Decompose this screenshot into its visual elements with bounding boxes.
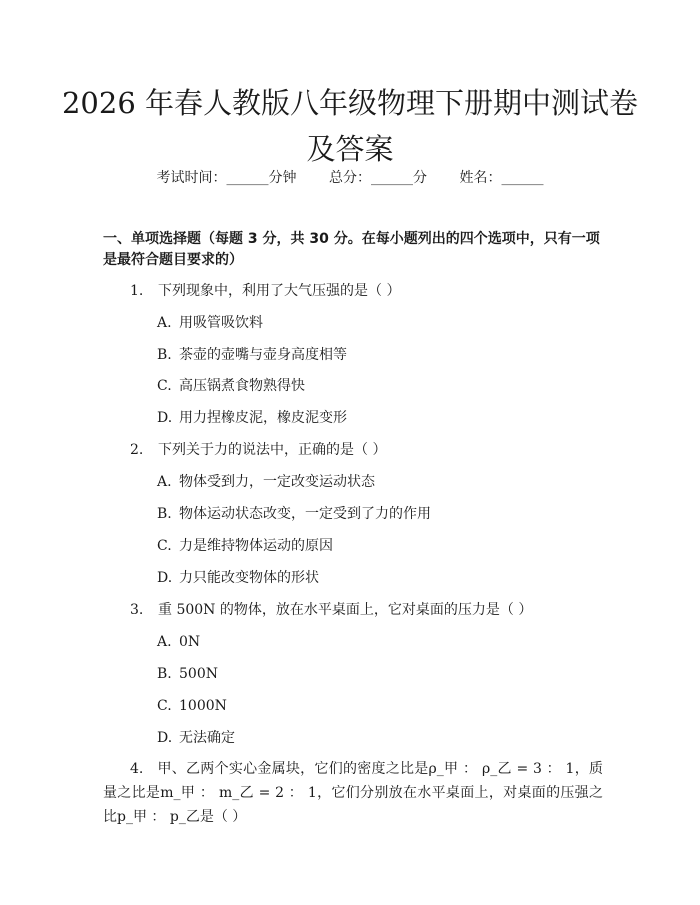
option-letter: C. (157, 538, 172, 554)
question-3 (130, 600, 610, 620)
question-number: 4. (130, 761, 144, 777)
question-1 (130, 281, 610, 301)
option-letter: B. (157, 347, 172, 363)
q2-option-d (157, 568, 319, 588)
question-number: 2. (130, 442, 144, 458)
option-text: 物体受到力，一定改变运动状态 (179, 474, 375, 490)
exam-time-field: 考试时间：______分钟 (156, 170, 297, 186)
option-letter: C. (157, 698, 172, 714)
option-letter: D. (157, 730, 173, 746)
question-number: 3. (130, 602, 144, 618)
page-title: 2026 年春人教版八年级物理下册期中测试卷及答案 (61, 86, 639, 166)
q1-option-a (157, 313, 263, 333)
option-letter: B. (157, 666, 172, 682)
option-text: 用力捏橡皮泥，橡皮泥变形 (179, 410, 347, 426)
option-text: 力是维持物体运动的原因 (179, 538, 333, 554)
option-text: 500N (179, 666, 218, 682)
option-letter: B. (157, 506, 172, 522)
exam-info-line (0, 168, 700, 188)
option-letter: D. (157, 570, 173, 586)
q3-option-b (157, 664, 218, 684)
question-text: 重 500N 的物体，放在水平桌面上，它对桌面的压力是（ ） (158, 602, 533, 618)
question-text: 下列现象中，利用了大气压强的是（ ） (158, 283, 401, 299)
option-letter: D. (157, 410, 173, 426)
q1-option-c (157, 376, 305, 396)
option-text: 物体运动状态改变，一定受到了力的作用 (179, 506, 431, 522)
question-text: 下列关于力的说法中，正确的是（ ） (158, 442, 387, 458)
q2-option-a (157, 472, 375, 492)
option-text: 高压锅煮食物熟得快 (179, 378, 305, 394)
q1-option-d (157, 408, 347, 428)
q3-option-d (157, 728, 235, 748)
option-text: 茶壶的壶嘴与壶身高度相等 (179, 347, 347, 363)
option-text: 无法确定 (179, 730, 235, 746)
option-letter: A. (157, 474, 172, 490)
q3-option-a (157, 632, 200, 652)
section-heading-single-choice: 一、单项选择题（每题 3 分，共 30 分。在每小题列出的四个选项中，只有一项是最符合题目要求的） (103, 231, 600, 268)
option-letter: A. (157, 315, 172, 331)
question-4 (103, 757, 603, 829)
q3-option-c (157, 696, 227, 716)
option-text: 用吸管吸饮料 (179, 315, 263, 331)
option-letter: C. (157, 378, 172, 394)
option-text: 力只能改变物体的形状 (179, 570, 319, 586)
question-2 (130, 440, 610, 460)
q2-option-b (157, 504, 431, 524)
student-name-field: 姓名：______ (459, 170, 544, 186)
option-text: 0N (179, 634, 201, 650)
option-text: 1000N (179, 698, 227, 714)
q1-option-b (157, 345, 347, 365)
question-text: 甲、乙两个实心金属块，它们的密度之比是ρ_甲 ： ρ_乙 = 3 ： 1，质量之比是m_甲 ： m_乙 = 2 ： 1，它们分别放在水平桌面上，对桌面的压强之比p_甲 ： p_乙是（ ） (103, 761, 603, 825)
question-number: 1. (130, 283, 144, 299)
option-letter: A. (157, 634, 172, 650)
q2-option-c (157, 536, 333, 556)
total-score-field: 总分：______分 (329, 170, 427, 186)
